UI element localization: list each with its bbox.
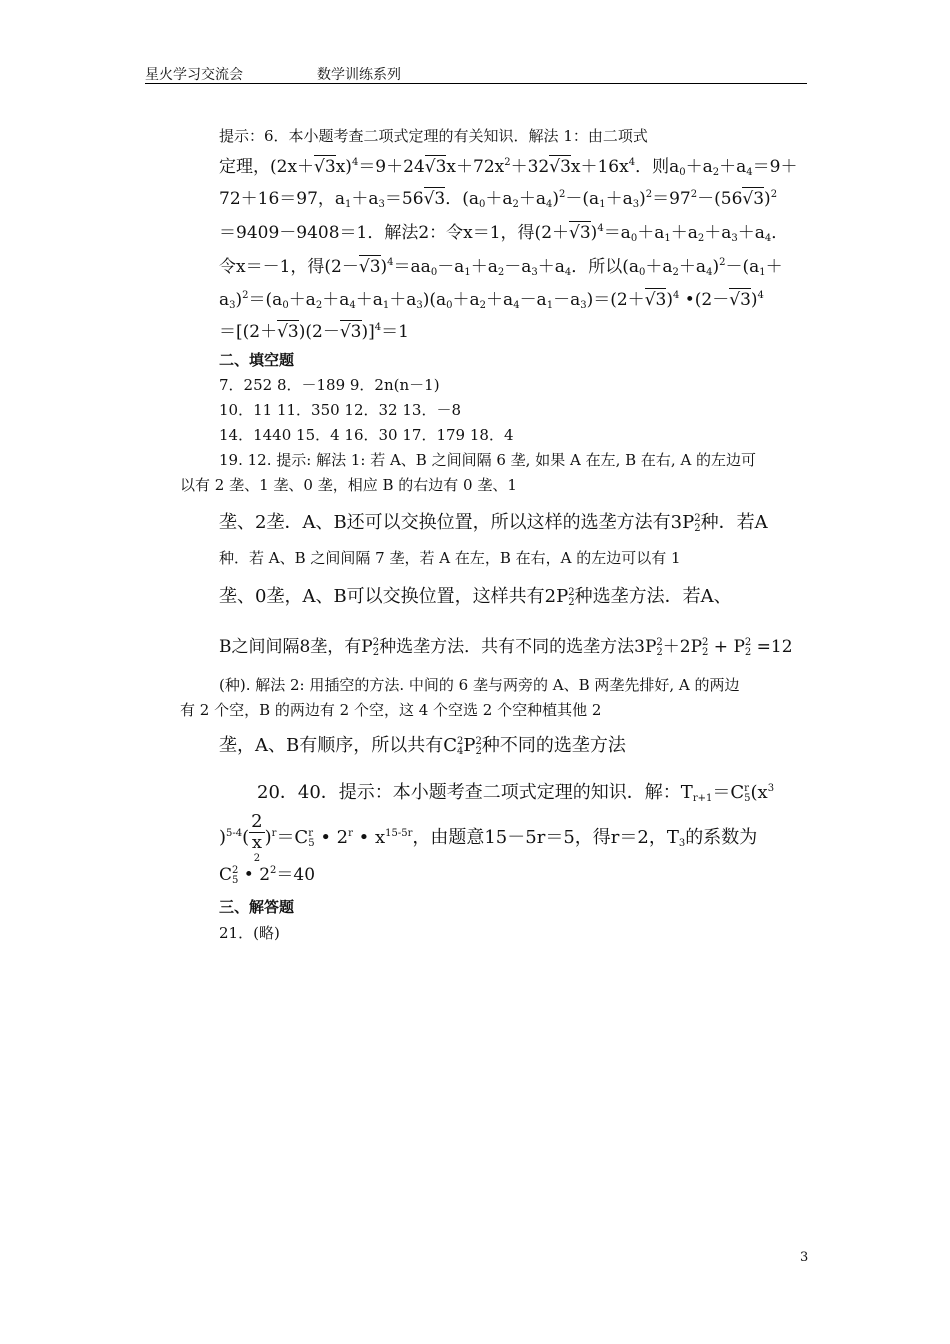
hint6-line3: 72＋16＝97，$a_1+a_3=56√3$．$(a_0+a_2+a_4)^2-(a_1+a_3)^2=97^2-(56√3)^2$ <box>219 189 778 210</box>
q20-line2: )$^{5-4}$( 2 x 2 )$^r$＝C r 5 • 2$^r$ • $x^{15-5r}$，由题意15－5r＝5，得r＝2，$T_3$的系数为 <box>219 811 758 864</box>
hint6-line6: $a_3)^2=(a_0+a_2+a_4+a_1+a_3)(a_0+a_2+a_4-a_1-a_3)=(2+√3)^4$ $•(2-√3)^4$ <box>219 290 764 311</box>
hint6-line5: 令x＝－1，得$(2-√3)^4=aa_0-a_1+a_2-a_3+a_4$．所以$(a_0+a_2+a_4)^2-(a_1+$ <box>219 257 783 278</box>
fraction: 2 x 2 <box>251 811 263 864</box>
q19-line5: 垄、0垄，A、B可以交换位置，这样共有2P 2 2 种选垄方法．若A、 <box>219 586 732 608</box>
q19-line7: (种). 解法 2: 用插空的方法. 中间的 6 垄与两旁的 A、B 两垄先排好, A 的两边 <box>219 676 740 694</box>
q19-line4: 种．若 A、B 之间间隔 7 垄，若 A 在左，B 在右，A 的左边可以有 1 <box>219 549 681 567</box>
section-title: 三、解答题 <box>219 898 295 916</box>
q19-line9: 垄，A、B有顺序，所以共有C 2 4 P 2 2 种不同的选垄方法 <box>219 735 626 757</box>
hint6-line7: $=[(2+√3)(2-√3)]^4=1$ <box>219 322 409 342</box>
page-number: 3 <box>800 1250 809 1265</box>
q19-line6: B之间间隔8垄，有P 2 2 种选垄方法．共有不同的选垄方法3P 2 2 ＋2P 2 2 + P 2 2 =12 <box>219 637 793 658</box>
hint6-line1: 提示：6．本小题考查二项式定理的有关知识．解法 1：由二项式 <box>219 127 648 145</box>
answer-line: 14．1440 15．4 16．30 17．179 18．4 <box>219 426 514 444</box>
q19-line1: 19. 12. 提示: 解法 1: 若 A、B 之间间隔 6 垄, 如果 A 在左, B 在右, A 的左边可 <box>219 451 757 469</box>
header-right: 数学训练系列 <box>317 67 401 83</box>
hint6-line2: 定理，$(2x+√3x)^4=9+24√3x+72x^2+32√3x+16x^4$．则$a_0+a_2+a_4=9+$ <box>219 157 798 178</box>
q19-line2: 以有 2 垄、1 垄、0 垄，相应 B 的右边有 0 垄、1 <box>180 476 517 494</box>
header-left: 星火学习交流会 <box>145 67 243 83</box>
header-rule <box>145 83 807 84</box>
answer-line: 7．252 8．－189 9．2n(n－1) <box>219 376 440 394</box>
q20-line1: 20．40．提示：本小题考查二项式定理的知识．解：$T_{r+1}=C$ r 5 ($x^3$ <box>257 782 775 804</box>
q21-answer: 21．(略) <box>219 924 280 942</box>
q20-line3: C 2 5 • $2^2=40$ <box>219 865 316 886</box>
answer-line: 10．11 11．350 12．32 13．－8 <box>219 401 462 419</box>
q19-line3: 垄、2垄．A、B还可以交换位置，所以这样的选垄方法有3P 2 2 种．若A <box>219 512 768 534</box>
q19-line8: 有 2 个空，B 的两边有 2 个空，这 4 个空选 2 个空种植其他 2 <box>180 701 602 719</box>
page-header <box>145 64 807 82</box>
hint6-line4: ＝9409－9408＝1．解法2：令x＝1，得$(2+√3)^4=a_0+a_1+a_2+a_3+a_4$． <box>219 223 789 244</box>
section-title: 二、填空题 <box>219 351 295 369</box>
